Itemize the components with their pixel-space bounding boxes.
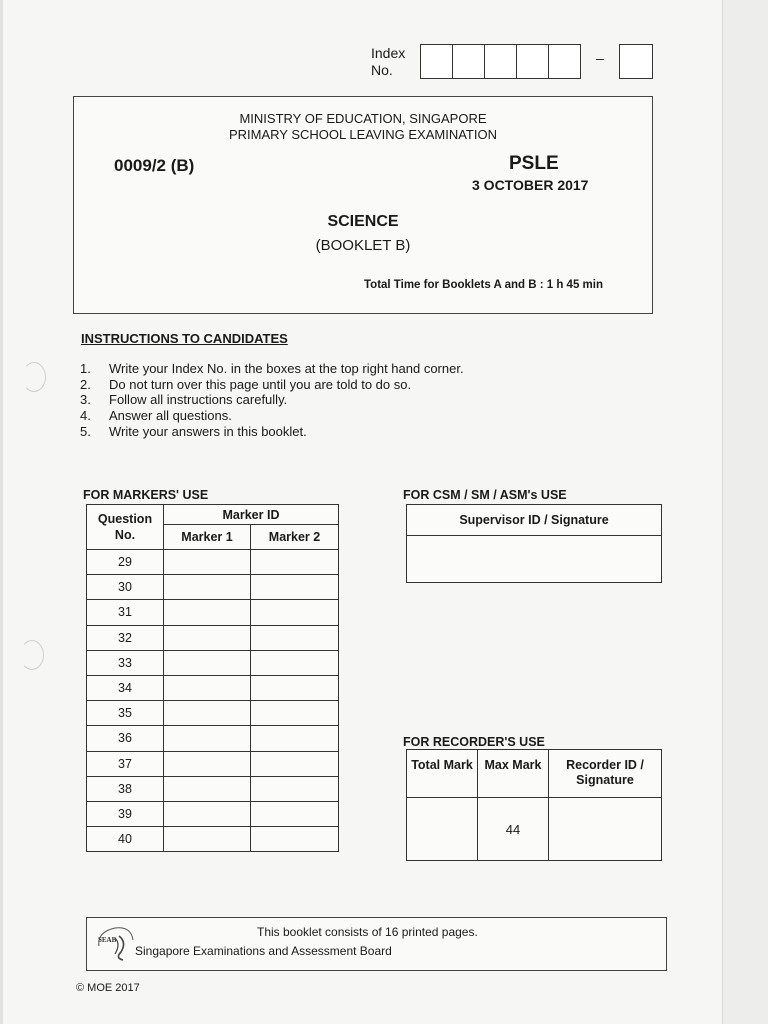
marker-2-cell[interactable] (251, 675, 339, 700)
question-number: 40 (87, 827, 164, 852)
marker-1-cell[interactable] (164, 726, 251, 751)
recorder-id-header: Recorder ID / Signature (549, 750, 662, 798)
marker-2-header: Marker 2 (251, 525, 339, 550)
markers-table (86, 504, 339, 852)
csm-heading: FOR CSM / SM / ASM's USE (403, 488, 567, 502)
marker-1-cell[interactable] (164, 776, 251, 801)
page-count-note: This booklet consists of 16 printed pages. (257, 925, 478, 939)
marker-row (87, 575, 339, 600)
marker-1-cell[interactable] (164, 675, 251, 700)
marker-1-cell[interactable] (164, 801, 251, 826)
total-mark-cell[interactable] (407, 798, 478, 861)
marker-1-cell[interactable] (164, 600, 251, 625)
footer-box (86, 917, 667, 971)
marker-2-cell[interactable] (251, 776, 339, 801)
index-no-boxes (420, 44, 580, 79)
total-time: Total Time for Booklets A and B : 1 h 45 min (364, 279, 603, 291)
marker-row (87, 801, 339, 826)
marker-1-cell[interactable] (164, 827, 251, 852)
recorder-heading: FOR RECORDER'S USE (403, 735, 545, 749)
exam-title-line: PRIMARY SCHOOL LEAVING EXAMINATION (228, 127, 497, 142)
ministry-line: MINISTRY OF EDUCATION, SINGAPORE (239, 111, 487, 126)
paper-code: 0009/2 (B) (114, 156, 195, 175)
max-mark-header: Max Mark (478, 750, 549, 798)
question-number: 31 (87, 600, 164, 625)
marker-2-cell[interactable] (251, 751, 339, 776)
question-number: 32 (87, 625, 164, 650)
question-number: 30 (87, 575, 164, 600)
seab-logo-icon (93, 922, 137, 962)
marker-row (87, 726, 339, 751)
marker-1-cell[interactable] (164, 575, 251, 600)
recorder-signature-cell[interactable] (549, 798, 662, 861)
marker-row (87, 675, 339, 700)
marker-row (87, 776, 339, 801)
index-dash: – (596, 50, 604, 66)
marker-id-header: Marker ID (164, 505, 339, 525)
question-number: 38 (87, 776, 164, 801)
total-mark-header: Total Mark (407, 750, 478, 798)
exam-date: 3 OCTOBER 2017 (472, 177, 589, 193)
subject-title: SCIENCE (327, 213, 399, 230)
marker-2-cell[interactable] (251, 650, 339, 675)
index-box-suffix[interactable] (619, 44, 653, 79)
supervisor-header: Supervisor ID / Signature (407, 505, 662, 536)
marker-1-cell[interactable] (164, 751, 251, 776)
marker-row (87, 600, 339, 625)
question-number: 37 (87, 751, 164, 776)
marker-1-cell[interactable] (164, 625, 251, 650)
marker-2-cell[interactable] (251, 801, 339, 826)
index-box[interactable] (484, 44, 517, 79)
question-no-header: Question No. (87, 505, 164, 550)
marker-1-cell[interactable] (164, 550, 251, 575)
marker-row (87, 827, 339, 852)
punch-hole-bottom (20, 640, 44, 670)
marker-row (87, 550, 339, 575)
seab-logo-text: SEAB (98, 936, 117, 944)
question-number: 35 (87, 701, 164, 726)
marker-row (87, 625, 339, 650)
instruction-item: 3. Follow all instructions carefully. (80, 392, 288, 408)
marker-row (87, 701, 339, 726)
question-number: 36 (87, 726, 164, 751)
instructions-heading: INSTRUCTIONS TO CANDIDATES (81, 331, 288, 346)
csm-table (406, 504, 662, 583)
punch-hole-top (22, 362, 46, 392)
board-name: Singapore Examinations and Assessment Board (135, 944, 392, 958)
exam-name: PSLE (509, 153, 559, 174)
instructions-list (80, 361, 464, 439)
index-box[interactable] (548, 44, 581, 79)
marker-row (87, 751, 339, 776)
marker-2-cell[interactable] (251, 827, 339, 852)
index-box[interactable] (420, 44, 453, 79)
index-box[interactable] (516, 44, 549, 79)
marker-1-cell[interactable] (164, 701, 251, 726)
instruction-item: 2. Do not turn over this page until you are told to do so. (80, 376, 412, 392)
page-edge (0, 0, 3, 1024)
markers-heading: FOR MARKERS' USE (83, 488, 209, 502)
index-box[interactable] (452, 44, 485, 79)
instruction-item: 5. Write your answers in this booklet. (80, 423, 307, 439)
booklet-label: (BOOKLET B) (315, 237, 411, 254)
question-number: 33 (87, 650, 164, 675)
exam-header-box (73, 96, 653, 314)
instruction-item: 1. Write your Index No. in the boxes at the top right hand corner. (80, 361, 464, 376)
marker-1-header: Marker 1 (164, 525, 251, 550)
marker-2-cell[interactable] (251, 550, 339, 575)
marker-2-cell[interactable] (251, 575, 339, 600)
marker-2-cell[interactable] (251, 701, 339, 726)
copyright: © MOE 2017 (76, 982, 140, 994)
max-mark-value: 44 (478, 798, 549, 861)
instruction-item: 4. Answer all questions. (80, 408, 232, 424)
question-number: 34 (87, 675, 164, 700)
marker-1-cell[interactable] (164, 650, 251, 675)
recorder-table (406, 749, 662, 861)
marker-2-cell[interactable] (251, 625, 339, 650)
page-margin-strip (722, 0, 768, 1024)
marker-2-cell[interactable] (251, 600, 339, 625)
marker-2-cell[interactable] (251, 726, 339, 751)
marker-row (87, 650, 339, 675)
supervisor-signature-cell[interactable] (407, 536, 662, 583)
question-number: 39 (87, 801, 164, 826)
question-number: 29 (87, 550, 164, 575)
index-no-label: Index No. (371, 45, 406, 78)
